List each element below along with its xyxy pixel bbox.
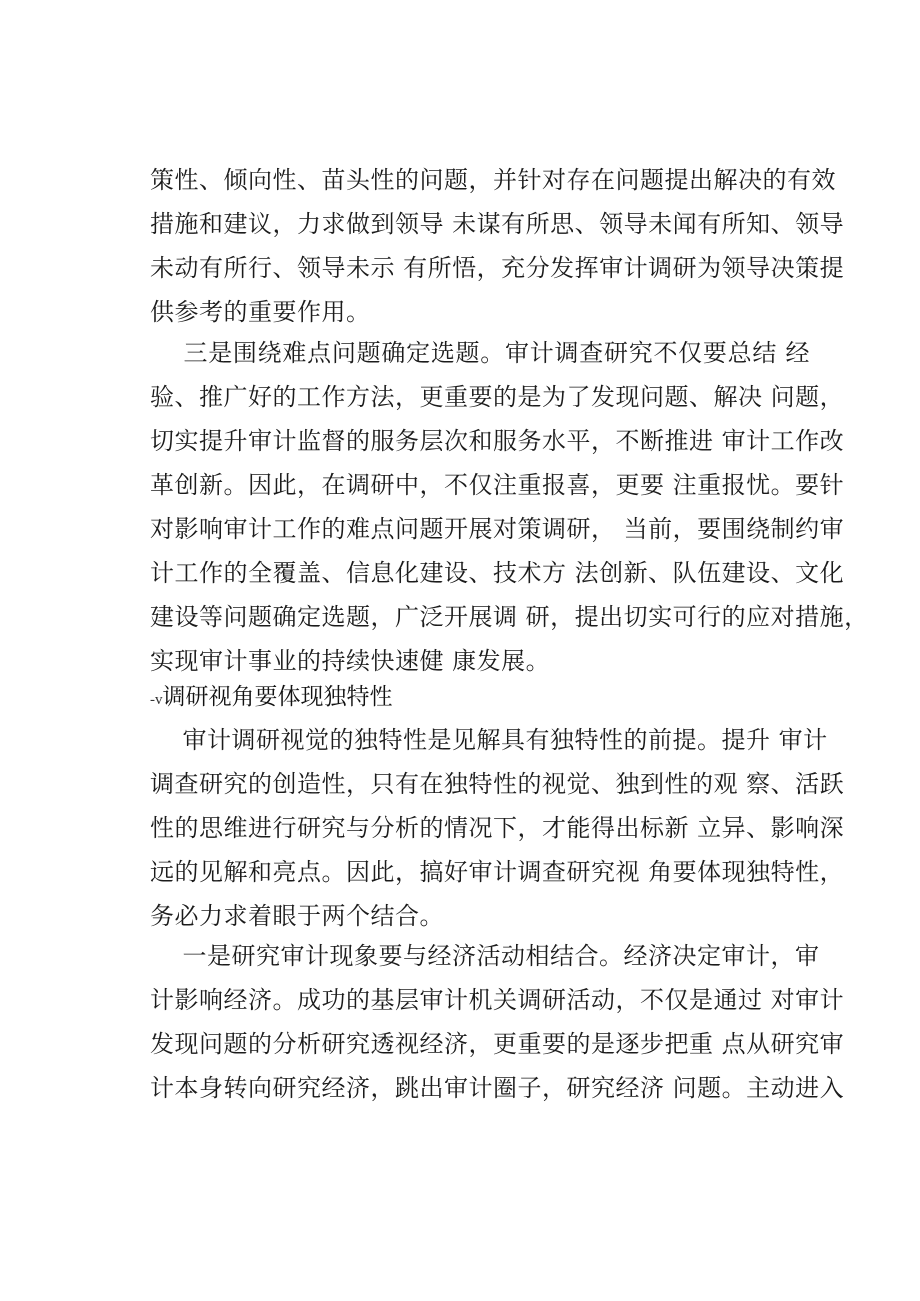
paragraph-line: 审计调研视觉的独特性是见解具有独特性的前提。提升 审计 <box>150 726 828 754</box>
paragraph-line: 革创新。因此，在调研中，不仅注重报喜，更要 注重报忧。要针 <box>150 471 845 499</box>
paragraph-line: 计影响经济。成功的基层审计机关调研活动，不仅是通过 对审计 <box>150 986 845 1014</box>
paragraph-line: 三是围绕难点问题确定选题。审计调查研究不仅要总结 经 <box>150 339 810 367</box>
paragraph-line: 切实提升审计监督的服务层次和服务水平，不断推进 审计工作改 <box>150 427 845 455</box>
paragraph-line: 一是研究审计现象要与经济活动相结合。经济决定审计，审 <box>150 942 820 970</box>
paragraph-line: 未动有所行、领导未示 有所悟，充分发挥审计调研为领导决策提 <box>150 254 845 282</box>
heading-title: 调研视角要体现独特性 <box>162 684 393 710</box>
paragraph-line: 务必力求着眼于两个结合。 <box>150 902 444 930</box>
paragraph-line: 远的见解和亮点。因此，搞好审计调查研究视 角要体现独特性， <box>150 858 845 886</box>
paragraph-line: 建设等问题确定选题，广泛开展调 研，提出切实可行的应对措施， <box>150 603 869 631</box>
section-heading <box>150 675 810 719</box>
paragraph-line: 措施和建议，力求做到领导 未谋有所思、领导未闻有所知、领导 <box>150 210 845 238</box>
paragraph-line: 验、推广好的工作方法，更重要的是为了发现问题、解决 问题， <box>150 383 845 411</box>
heading-line <box>150 675 810 719</box>
paragraph-line: 调查研究的创造性，只有在独特性的视觉、独到性的观 察、活跃 <box>150 770 845 798</box>
paragraph-4 <box>150 934 845 1110</box>
paragraph-line: 性的思维进行研究与分析的情况下，才能得出标新 立异、影响深 <box>150 814 845 842</box>
paragraph-line: 计工作的全覆盖、信息化建设、技术方 法创新、队伍建设、文化 <box>150 559 845 587</box>
paragraph-line: 实现审计事业的持续快速健 康发展。 <box>150 647 551 675</box>
paragraph-line: 策性、倾向性、苗头性的问题，并针对存在问题提出解决的有效 <box>150 166 836 194</box>
paragraph-1 <box>150 158 845 334</box>
paragraph-line: 对影响审计工作的难点问题开展对策调研， 当前，要围绕制约审 <box>150 515 845 543</box>
paragraph-line: 发现问题的分析研究透视经济，更重要的是逐步把重 点从研究审 <box>150 1030 845 1058</box>
paragraph-3 <box>150 718 845 938</box>
paragraph-2 <box>150 331 869 683</box>
paragraph-line: 供参考的重要作用。 <box>150 298 371 326</box>
paragraph-line: 计本身转向研究经济，跳出审计圈子，研究经济 问题。主动进入 <box>150 1074 845 1102</box>
heading-marker: -v <box>150 692 163 708</box>
